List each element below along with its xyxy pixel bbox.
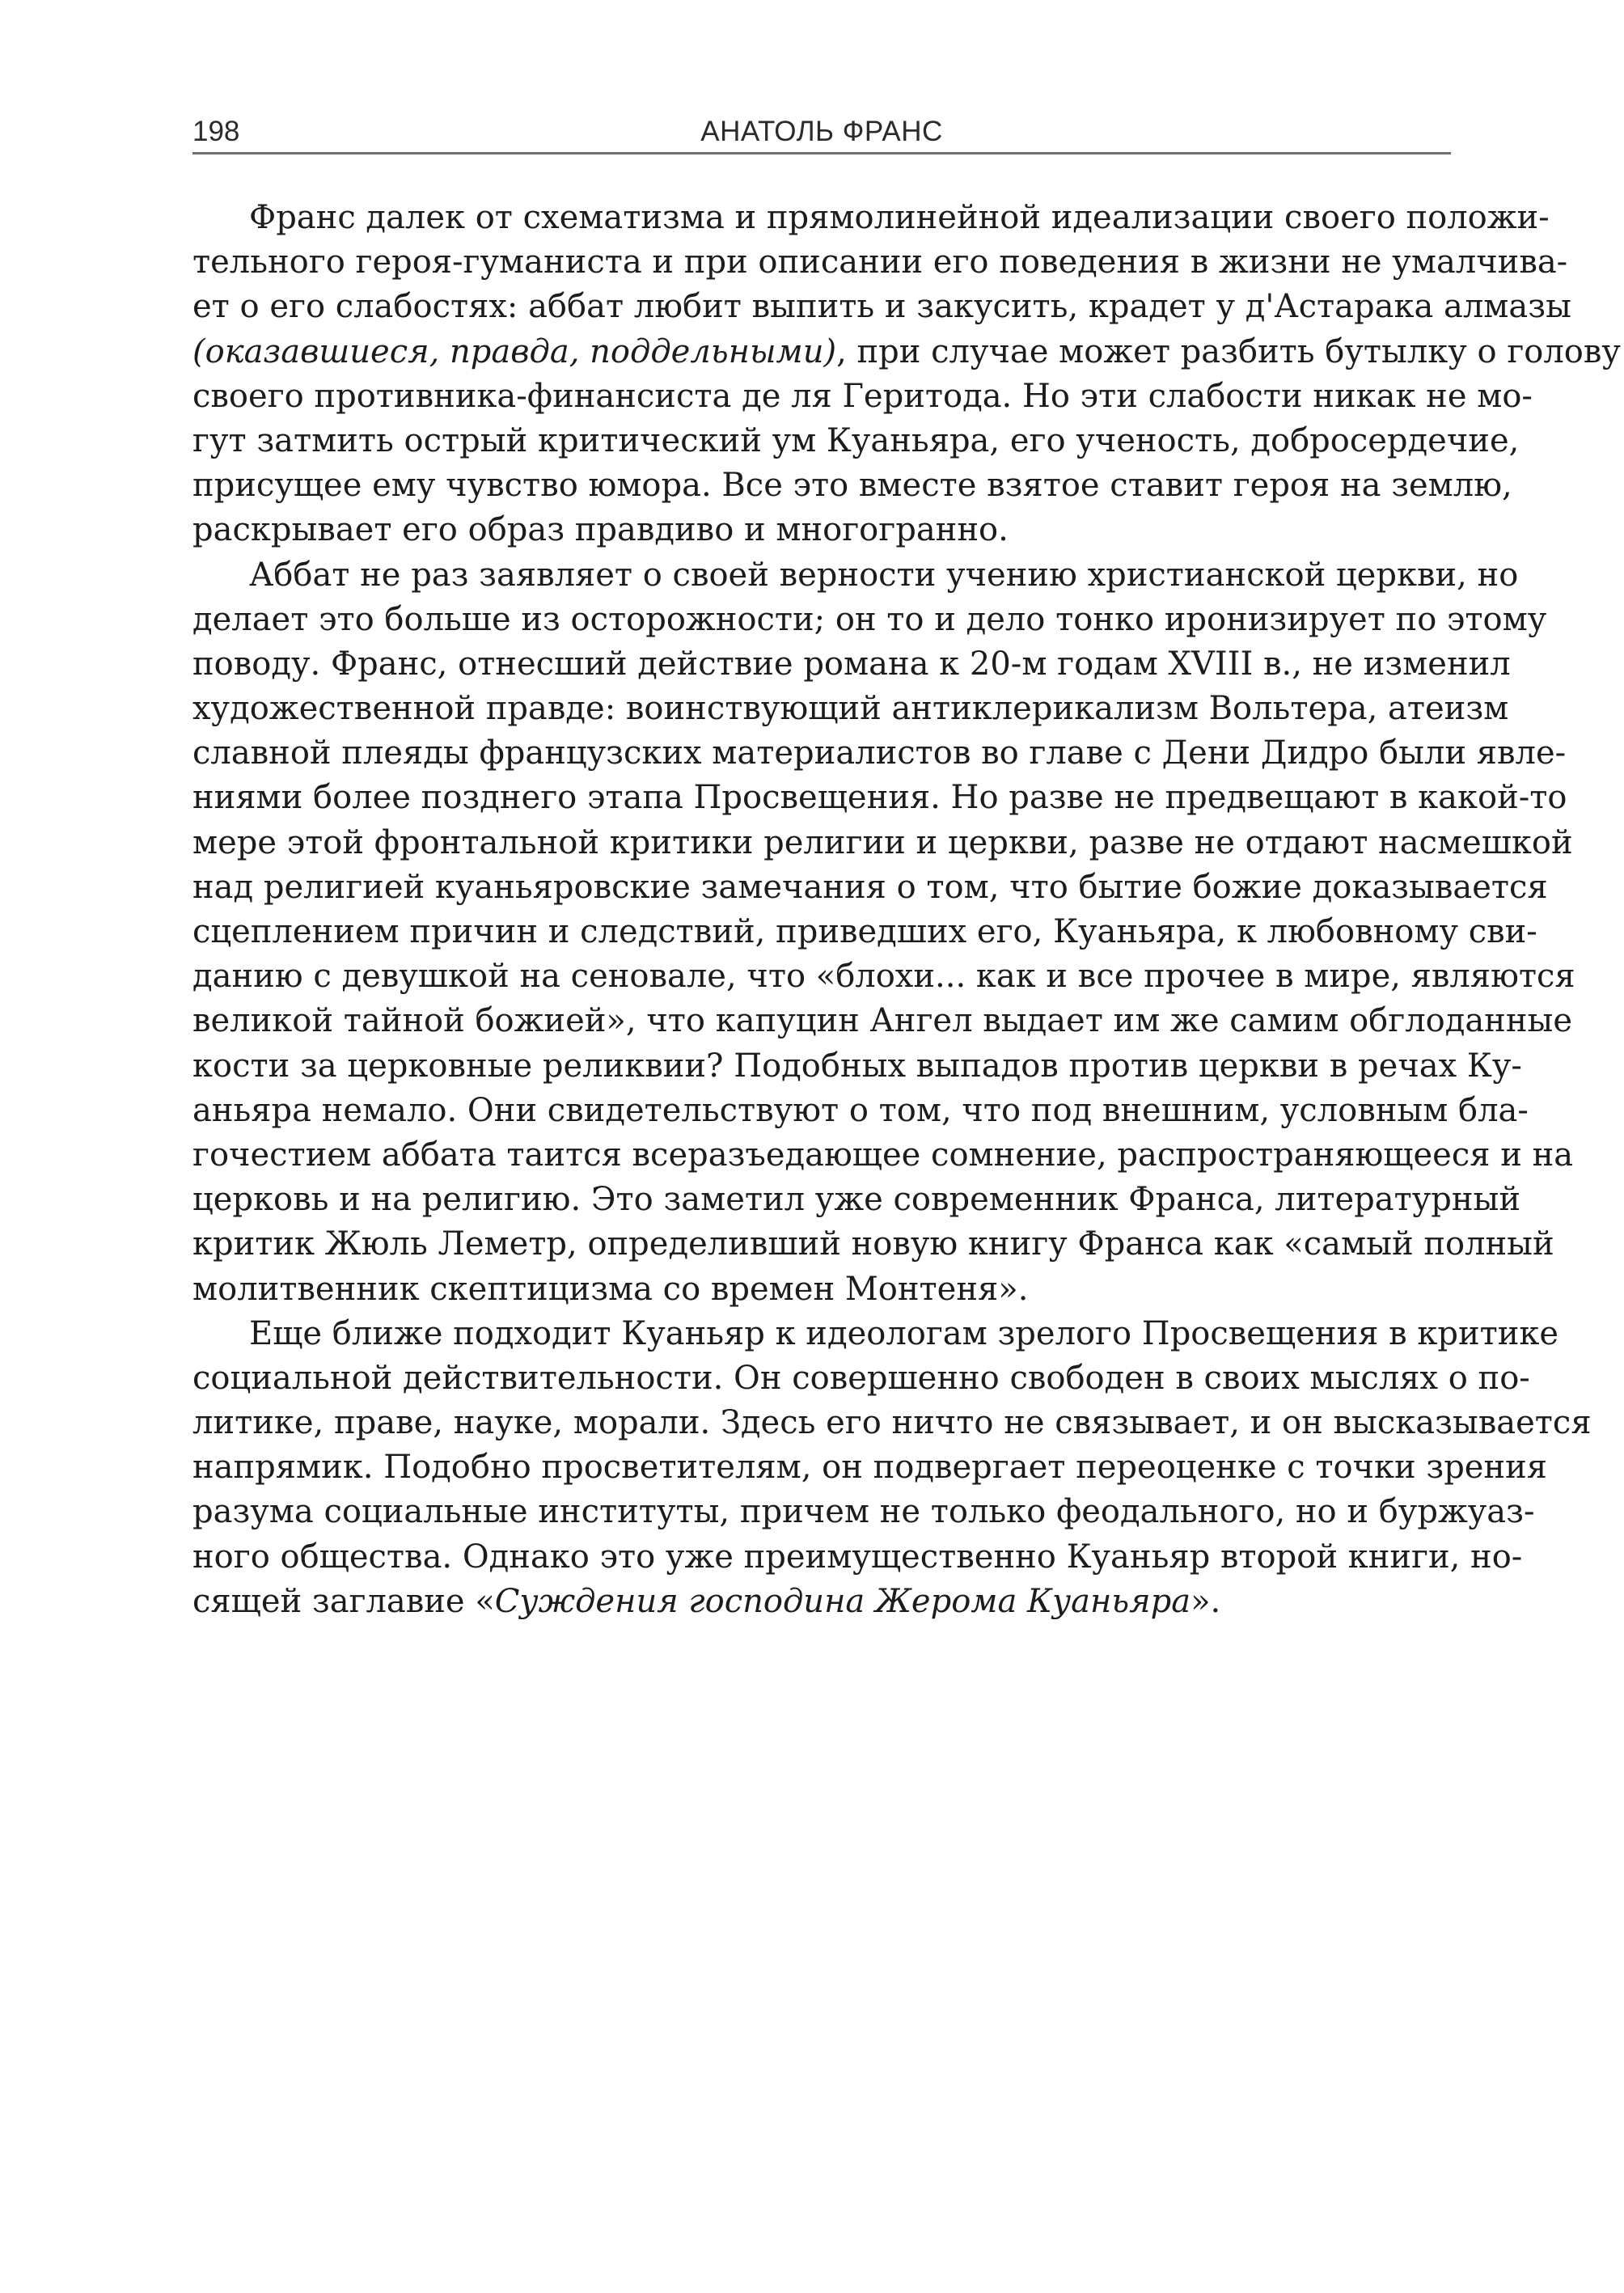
text-line: гут затмить острый критический ум Куаньяра, его ученость, добросердечие, <box>192 421 1520 459</box>
text-line: ного общества. Однако это уже преимущественно Куаньяр второй книги, но- <box>192 1538 1523 1576</box>
text-line: аньяра немало. Они свидетельствуют о том, что под внешним, условным бла- <box>192 1091 1529 1129</box>
text-line <box>192 330 1621 374</box>
text-line: критик Жюль Леметр, определивший новую книгу Франса как «самый полный <box>192 1225 1554 1263</box>
text-line: тельного героя-гуманиста и при описании его поведения в жизни не умалчива- <box>192 243 1568 281</box>
italic-phrase: (оказавшиеся, правда, поддельными) <box>192 332 837 370</box>
running-title: АНАТОЛЬ ФРАНС <box>700 116 943 147</box>
text-line: разума социальные институты, причем не только феодального, но и буржуаз- <box>192 1493 1535 1531</box>
text-line <box>192 1580 1451 1624</box>
text-line: славной плеяды французских материалистов во главе с Дени Дидро были явле- <box>192 734 1567 772</box>
page-number: 198 <box>192 116 240 147</box>
text-line: напрямик. Подобно просветителям, он подвергает переоценке с точки зрения <box>192 1449 1548 1487</box>
text-line: раскрывает его образ правдиво и многогранно. <box>192 511 1009 549</box>
body-text <box>192 196 1621 1624</box>
text-run: , при случае может разбить бутылку о голову <box>836 332 1621 370</box>
text-line: данию с девушкой на сеновале, что «блохи... как и все прочее в мире, являются <box>192 958 1575 996</box>
text-line: делает это больше из осторожности; он то и дело тонко иронизирует по этому <box>192 600 1547 638</box>
text-line: художественной правде: воинствующий антиклерикализм Вольтера, атеизм <box>192 690 1509 728</box>
text-line: Еще ближе подходит Куаньяр к идеологам зрелого Просвещения в критике <box>249 1314 1559 1352</box>
paragraph <box>192 196 1621 553</box>
running-head <box>192 112 1451 154</box>
text-line: поводу. Франс, отнесший действие романа к 20-м годам XVIII в., не изменил <box>192 645 1511 683</box>
text-line: Франс далек от схематизма и прямолинейной идеализации своего положи- <box>249 199 1550 236</box>
text-run: ». <box>1191 1582 1221 1620</box>
text-line: сцеплением причин и следствий, приведших его, Куаньяра, к любовному сви- <box>192 913 1537 950</box>
text-run: сящей заглавие « <box>192 1582 495 1620</box>
text-line: гочестием аббата таится всеразъедающее сомнение, распространяющееся и на <box>192 1136 1574 1174</box>
text-line: своего противника-финансиста де ля Геритода. Но эти слабости никак не мо- <box>192 377 1533 415</box>
text-line: социальной действительности. Он совершенно свободен в своих мыслях о по- <box>192 1359 1530 1397</box>
text-line: Аббат не раз заявляет о своей верности учению христианской церкви, но <box>249 556 1519 594</box>
paragraph <box>192 553 1575 1312</box>
text-line: великой тайной божией», что капуцин Ангел выдает им же самим обглоданные <box>192 1002 1572 1040</box>
text-line: церковь и на религию. Это заметил уже современник Франса, литературный <box>192 1181 1521 1219</box>
text-line: кости за церковные реликвии? Подобных выпадов против церкви в речах Ку- <box>192 1047 1522 1085</box>
book-title: Суждения господина Жерома Куаньяра <box>494 1582 1191 1620</box>
paragraph <box>192 1312 1592 1624</box>
text-line: присущее ему чувство юмора. Все это вместе взятое ставит героя на землю, <box>192 467 1512 505</box>
text-line: мере этой фронтальной критики религии и церкви, разве не отдают насмешкой <box>192 823 1573 861</box>
text-line: ниями более позднего этапа Просвещения. Но разве не предвещают в какой-то <box>192 779 1567 817</box>
text-line: молитвенник скептицизма со времен Монтеня». <box>192 1270 1029 1308</box>
text-line: литике, праве, науке, морали. Здесь его ничто не связывает, и он высказывается <box>192 1404 1592 1442</box>
text-line: над религией куаньяровские замечания о том, что бытие божие доказывается <box>192 868 1548 906</box>
text-line: ет о его слабостях: аббат любит выпить и закусить, крадет у д'Астарака алмазы <box>192 288 1571 326</box>
